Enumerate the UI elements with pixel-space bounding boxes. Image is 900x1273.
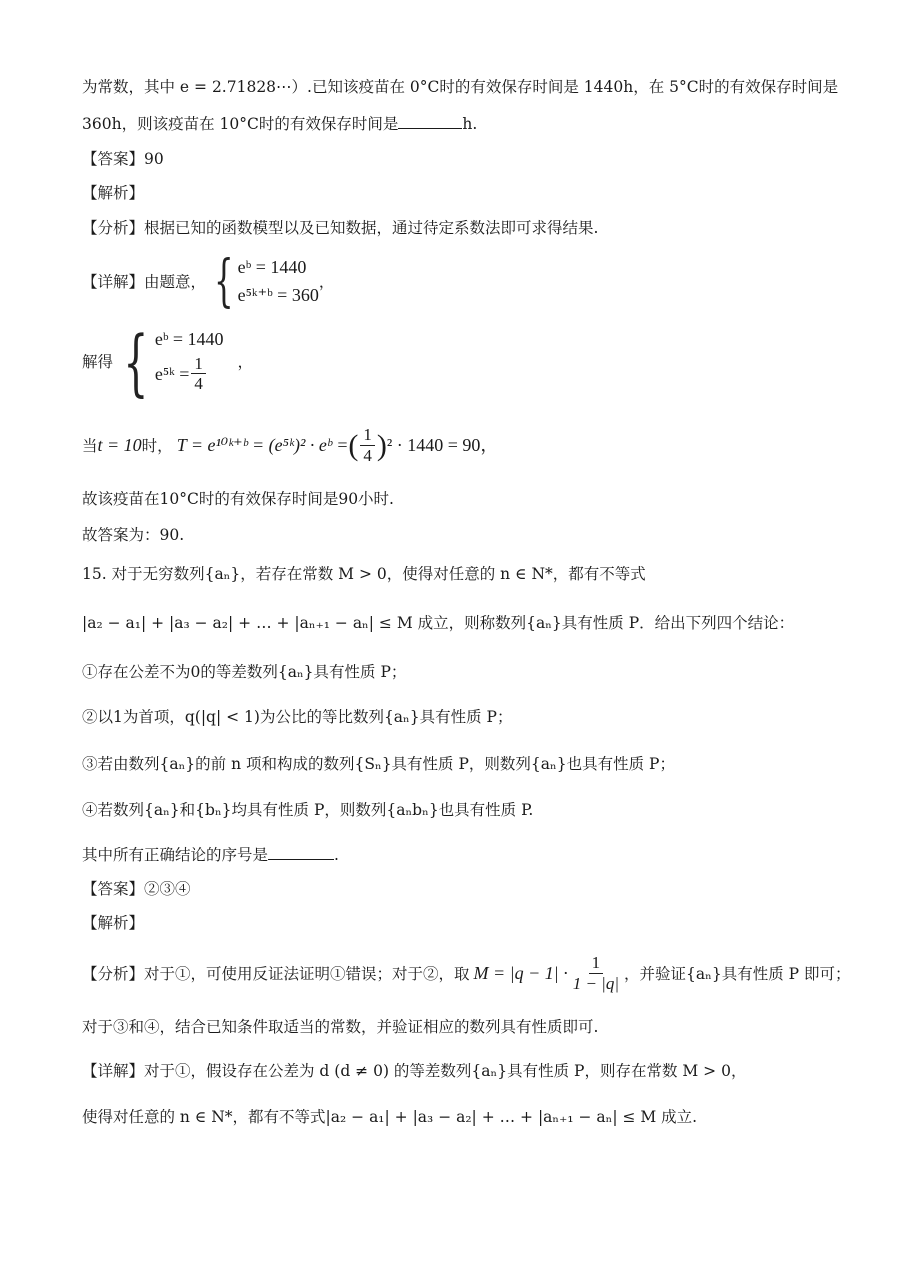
text-line-2 bbox=[82, 114, 477, 134]
denominator: 4 bbox=[363, 445, 372, 465]
conclusion-14: 故该疫苗在10°C时的有效保存时间是90小时. bbox=[82, 490, 394, 508]
paren-close: ) bbox=[376, 429, 387, 463]
system2-row2 bbox=[155, 355, 224, 395]
option-3: ③若由数列{aₙ}的前 n 项和构成的数列{Sₙ}具有性质 P，则数列{aₙ}也具有性质 P； bbox=[82, 755, 675, 773]
option-2: ②以1为首项，q(|q| < 1)为公比的等比数列{aₙ}具有性质 P； bbox=[82, 708, 513, 726]
analysis-15-line2: 对于③和④，结合已知条件取适当的常数，并验证相应的数列具有性质即可. bbox=[82, 1018, 599, 1036]
equation-system-1 bbox=[206, 249, 319, 314]
detail-15: 【详解】对于①，假设存在公差为 d (d ≠ 0) 的等差数列{aₙ}具有性质 P，则存在常数 M > 0， bbox=[82, 1062, 747, 1080]
ask-15-text: 其中所有正确结论的序号是 bbox=[82, 846, 269, 864]
detail-15-cont: 使得对任意的 n ∈ N*，都有不等式|a₂ − a₁| + |a₃ − a₂| + … + |aₙ₊₁ − aₙ| ≤ M 成立. bbox=[82, 1108, 698, 1126]
fraction-M bbox=[570, 954, 622, 994]
brace-icon: { bbox=[123, 320, 149, 404]
solved-14 bbox=[82, 320, 254, 404]
final-answer-14: 故答案为：90. bbox=[82, 526, 185, 544]
answer-14: 【答案】90 bbox=[82, 150, 164, 168]
solved-label: 解得 bbox=[82, 352, 114, 371]
equation-system-2 bbox=[113, 320, 224, 404]
answer-blank-15 bbox=[268, 845, 334, 860]
analysis-label-15: 【解析】 bbox=[82, 914, 145, 932]
detail-label-14: 【详解】由题意， bbox=[82, 272, 207, 291]
analysis-14: 【分析】根据已知的函数模型以及已知数据，通过待定系数法即可求得结果. bbox=[82, 219, 599, 237]
option-4: ④若数列{aₙ}和{bₙ}均具有性质 P，则数列{aₙbₙ}也具有性质 P. bbox=[82, 801, 534, 819]
question-15: 15. 对于无穷数列{aₙ}，若存在常数 M > 0，使得对任意的 n ∈ N*，都有不等式 bbox=[82, 565, 646, 583]
when-time: 时， bbox=[141, 436, 173, 455]
T-result: ² · 1440 = 90， bbox=[386, 435, 499, 456]
denominator: 4 bbox=[194, 374, 203, 394]
M-expression: M = |q − 1| · bbox=[473, 963, 568, 984]
numerator: 1 bbox=[589, 954, 604, 974]
system2-lhs: e⁵ᵏ = bbox=[154, 363, 190, 384]
when-label: 当 bbox=[82, 436, 98, 455]
answer-blank-14 bbox=[398, 114, 462, 129]
analysis-label-14: 【解析】 bbox=[82, 184, 145, 202]
comma: ， bbox=[237, 352, 254, 371]
system1-row2: e⁵ᵏ⁺ᵇ = 360 bbox=[237, 285, 319, 305]
question14-text: 360h，则该疫苗在 10°C时的有效保存时间是 bbox=[82, 115, 399, 133]
numerator: 1 bbox=[191, 355, 206, 375]
system1-row1: eᵇ = 1440 bbox=[237, 257, 307, 278]
analysis-15-text: 【分析】对于①，可使用反证法证明①错误；对于②，取 bbox=[82, 964, 470, 983]
brace-icon: { bbox=[214, 249, 234, 314]
option-1: ①存在公差不为0的等差数列{aₙ}具有性质 P； bbox=[82, 663, 407, 681]
system2-row1: eᵇ = 1440 bbox=[154, 329, 224, 350]
period: . bbox=[334, 846, 339, 864]
ask-15 bbox=[82, 845, 339, 865]
unit-text: h. bbox=[462, 115, 478, 133]
text-line-1: 为常数，其中 e = 2.71828⋯）.已知该疫苗在 0°C时的有效保存时间是 1440h，在 5°C时的有效保存时间是 bbox=[82, 78, 839, 96]
answer-15: 【答案】②③④ bbox=[82, 880, 191, 898]
fraction-one-quarter bbox=[360, 426, 375, 466]
question-15-cont: |a₂ − a₁| + |a₃ − a₂| + … + |aₙ₊₁ − aₙ| ≤ M 成立，则称数列{aₙ}具有性质 P．给出下列四个结论： bbox=[82, 614, 795, 632]
compute-T bbox=[82, 426, 498, 466]
analysis-15-cont: ，并验证{aₙ}具有性质 P 即可； bbox=[624, 964, 851, 983]
detail-14 bbox=[82, 249, 335, 314]
comma: ， bbox=[318, 272, 335, 291]
analysis-15 bbox=[82, 954, 851, 994]
paren-open: ( bbox=[348, 429, 359, 463]
denominator: 1 − |q| bbox=[572, 973, 620, 993]
numerator: 1 bbox=[360, 426, 375, 446]
t-value: t = 10 bbox=[97, 435, 142, 456]
T-expression: T = e¹⁰ᵏ⁺ᵇ = (e⁵ᵏ)² · eᵇ = bbox=[176, 435, 349, 456]
fraction-one-quarter bbox=[191, 355, 206, 395]
